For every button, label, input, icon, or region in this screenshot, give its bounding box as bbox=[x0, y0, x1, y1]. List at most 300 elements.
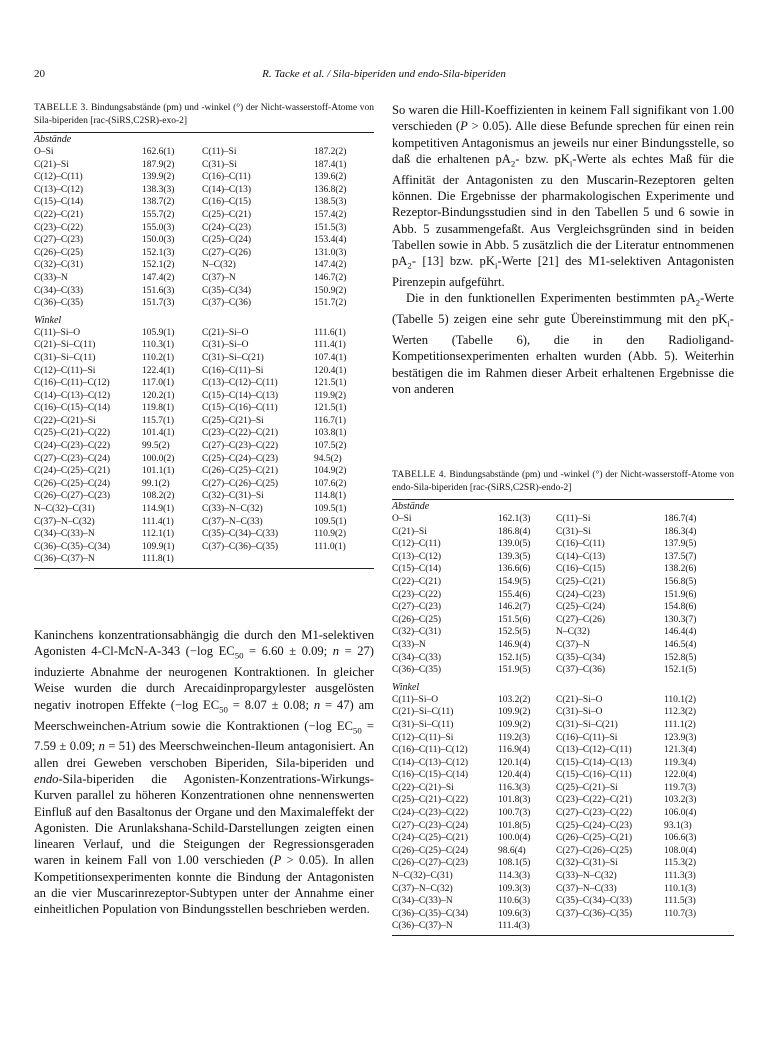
bond-label: C(21)–Si–O bbox=[202, 327, 249, 338]
bond-label: C(32)–C(31) bbox=[34, 260, 84, 271]
bond-label: C(37)–N bbox=[202, 272, 236, 283]
bond-label: C(21)–Si–C(11) bbox=[392, 707, 454, 718]
bond-value: 131.0(3) bbox=[314, 247, 347, 258]
bond-label: C(15)–C(14) bbox=[34, 197, 84, 208]
bond-label: C(12)–C(11) bbox=[392, 539, 441, 550]
bond-value bbox=[314, 553, 374, 566]
bond-label: C(33)–N bbox=[34, 272, 68, 283]
bond-value: 93.1(3) bbox=[664, 820, 692, 831]
bond-label: C(26)–C(25)–C(24) bbox=[34, 478, 110, 489]
bond-value: 109.5(1) bbox=[314, 516, 347, 527]
bond-label: C(25)–C(21) bbox=[202, 209, 252, 220]
table-3-angles bbox=[34, 327, 374, 566]
bond-label: C(24)–C(25)–C(21) bbox=[34, 466, 110, 477]
bond-value: 107.4(1) bbox=[314, 352, 347, 363]
table-row bbox=[392, 757, 734, 770]
table-row bbox=[34, 339, 374, 352]
table-row bbox=[34, 402, 374, 415]
bond-label: C(16)–C(15)–C(14) bbox=[34, 403, 110, 414]
bond-label: C(33)–N–C(32) bbox=[202, 504, 263, 515]
bond-value: 151.7(2) bbox=[314, 298, 347, 309]
bond-value: 99.1(2) bbox=[142, 478, 170, 489]
bond-value: 115.3(2) bbox=[664, 858, 697, 869]
bond-value: 106.0(4) bbox=[664, 808, 697, 819]
bond-value: 162.1(3) bbox=[498, 514, 531, 524]
bond-value: 111.6(1) bbox=[314, 327, 346, 338]
bond-label: C(14)–C(13)–C(12) bbox=[34, 390, 110, 401]
table-row bbox=[392, 920, 734, 933]
bond-label: C(25)–C(21) bbox=[556, 576, 606, 587]
bond-label: C(27)–C(26)–C(25) bbox=[556, 845, 632, 856]
bond-label: C(16)–C(11) bbox=[556, 539, 605, 550]
bond-value: 138.5(3) bbox=[314, 197, 347, 208]
bond-value: 186.8(4) bbox=[498, 526, 531, 537]
bond-value: 120.4(4) bbox=[498, 770, 531, 781]
table-row bbox=[392, 652, 734, 665]
bond-value: 153.4(4) bbox=[314, 235, 347, 246]
bond-value: 187.2(2) bbox=[314, 147, 347, 157]
bond-value: 150.0(3) bbox=[142, 235, 175, 246]
bond-value: 116.3(3) bbox=[498, 782, 531, 793]
bond-label: C(22)–C(21)–Si bbox=[392, 782, 454, 793]
bond-label: C(31)–Si–O bbox=[556, 707, 603, 718]
bond-label: C(25)–C(24)–C(23) bbox=[556, 820, 632, 831]
table-row bbox=[392, 832, 734, 845]
bond-value: 99.5(2) bbox=[142, 441, 170, 452]
bond-label: C(36)–C(35)–C(34) bbox=[34, 541, 110, 552]
table-row bbox=[392, 857, 734, 870]
table-4-angles bbox=[392, 694, 734, 933]
bond-label: C(27)–C(26)–C(25) bbox=[202, 478, 278, 489]
bond-value: 108.2(2) bbox=[142, 491, 175, 502]
bond-label: C(26)–C(25) bbox=[34, 247, 84, 258]
bond-label: C(26)–C(25)–C(21) bbox=[202, 466, 278, 477]
table-row bbox=[392, 664, 734, 677]
table-row bbox=[392, 895, 734, 908]
table-row bbox=[34, 146, 374, 159]
bond-value: 152.1(5) bbox=[664, 665, 697, 676]
bond-label: C(16)–C(11) bbox=[202, 172, 251, 183]
bond-value: 100.0(2) bbox=[142, 453, 175, 464]
bond-label: C(32)–C(31)–Si bbox=[556, 858, 618, 869]
table-row bbox=[34, 453, 374, 466]
bond-label: C(23)–C(22) bbox=[34, 222, 84, 233]
bond-label: C(27)–C(23)–C(24) bbox=[392, 820, 468, 831]
bond-value: 107.5(2) bbox=[314, 441, 347, 452]
bond-value: 103.2(3) bbox=[664, 795, 697, 806]
bond-label: C(22)–C(21)–Si bbox=[34, 415, 96, 426]
bond-value: 152.1(5) bbox=[498, 652, 531, 663]
bond-value: 187.4(1) bbox=[314, 159, 347, 170]
bond-label: C(11)–Si–O bbox=[392, 694, 439, 705]
bond-label: C(25)–C(21)–C(22) bbox=[392, 795, 468, 806]
table-4-distances bbox=[392, 513, 734, 677]
table-row bbox=[34, 159, 374, 172]
table-row bbox=[34, 390, 374, 403]
bond-label: C(37)–N bbox=[556, 639, 590, 650]
bond-label: C(33)–N bbox=[392, 639, 426, 650]
bond-label bbox=[202, 553, 314, 566]
table-row bbox=[34, 528, 374, 541]
bond-label: C(24)–C(25)–C(21) bbox=[392, 833, 468, 844]
table-row bbox=[34, 503, 374, 516]
bond-value: 119.2(3) bbox=[498, 732, 531, 743]
table-row bbox=[34, 297, 374, 310]
bond-label: C(11)–Si–O bbox=[34, 327, 81, 338]
bond-label: C(25)–C(24)–C(23) bbox=[202, 453, 278, 464]
bond-label: C(37)–N–C(33) bbox=[202, 516, 263, 527]
bond-label: C(35)–C(34)–C(33) bbox=[556, 896, 632, 907]
table-row bbox=[392, 719, 734, 732]
bond-label: C(15)–C(14)–C(13) bbox=[556, 757, 632, 768]
bond-value: 152.1(3) bbox=[142, 247, 175, 258]
bond-value bbox=[664, 920, 724, 933]
bond-value: 121.5(1) bbox=[314, 403, 347, 414]
table-row bbox=[34, 259, 374, 272]
bond-value: 186.7(4) bbox=[664, 514, 697, 524]
bond-label: C(23)–C(22) bbox=[392, 589, 442, 600]
bond-value: 107.6(2) bbox=[314, 478, 347, 489]
bond-label: C(24)–C(23) bbox=[202, 222, 252, 233]
bond-label: C(21)–Si bbox=[392, 526, 427, 537]
bond-label: C(26)–C(25)–C(24) bbox=[392, 845, 468, 856]
bond-value: 152.5(5) bbox=[498, 627, 531, 638]
bond-label: C(13)–C(12) bbox=[34, 184, 84, 195]
bond-label: C(32)–C(31)–Si bbox=[202, 491, 264, 502]
bond-value: 138.3(3) bbox=[142, 184, 175, 195]
bond-label: C(16)–C(11)–Si bbox=[556, 732, 618, 743]
bond-value: 108.1(5) bbox=[498, 858, 531, 869]
table-row bbox=[392, 601, 734, 614]
table-3-bottom-rule bbox=[34, 568, 374, 569]
bond-label: C(13)–C(12)–C(11) bbox=[556, 745, 632, 756]
bond-value: 103.2(2) bbox=[498, 694, 531, 705]
bond-label: C(24)–C(23)–C(22) bbox=[34, 441, 110, 452]
table-3-label: TABELLE 3. bbox=[34, 103, 89, 113]
table-row bbox=[34, 440, 374, 453]
bond-label: C(22)–C(21) bbox=[392, 576, 442, 587]
table-row bbox=[392, 614, 734, 627]
bond-label: C(23)–C(22)–C(21) bbox=[556, 795, 632, 806]
bond-value: 111.0(1) bbox=[314, 541, 346, 552]
table-row bbox=[392, 883, 734, 896]
bond-label: C(27)–C(23)–C(22) bbox=[202, 441, 278, 452]
table-3-section-angles: Winkel bbox=[34, 314, 62, 326]
table-3-caption bbox=[34, 102, 374, 128]
table-row bbox=[392, 526, 734, 539]
bond-label: C(16)–C(11)–C(12) bbox=[34, 378, 110, 389]
table-row bbox=[34, 285, 374, 298]
bond-value: 146.9(4) bbox=[498, 639, 531, 650]
bond-label: C(11)–Si bbox=[556, 514, 591, 524]
bond-value: 139.0(5) bbox=[498, 539, 531, 550]
bond-value: 110.1(3) bbox=[664, 883, 697, 894]
bond-label: C(37)–C(36) bbox=[202, 298, 252, 309]
bond-label: C(25)–C(24) bbox=[202, 235, 252, 246]
bond-label: C(26)–C(25) bbox=[392, 614, 442, 625]
bond-label bbox=[556, 920, 664, 933]
bond-value: 110.9(2) bbox=[314, 529, 347, 540]
bond-label: C(27)–C(26) bbox=[556, 614, 606, 625]
table-row bbox=[34, 234, 374, 247]
bond-label: C(26)–C(25)–C(21) bbox=[556, 833, 632, 844]
bond-label: C(37)–C(36)–C(35) bbox=[202, 541, 278, 552]
bond-value: 114.3(3) bbox=[498, 871, 531, 882]
bond-value: 162.6(1) bbox=[142, 147, 175, 157]
bond-value: 151.7(3) bbox=[142, 298, 175, 309]
table-4 bbox=[392, 469, 734, 936]
bond-value: 111.1(2) bbox=[664, 719, 696, 730]
bond-label: C(33)–N–C(32) bbox=[556, 871, 617, 882]
bond-label: C(24)–C(23)–C(22) bbox=[392, 808, 468, 819]
table-row bbox=[34, 553, 374, 566]
bond-value: 109.6(3) bbox=[498, 908, 531, 919]
bond-label: C(12)–C(11)–Si bbox=[34, 365, 96, 376]
bond-value: 111.3(3) bbox=[664, 871, 696, 882]
bond-label: C(27)–C(23)–C(22) bbox=[556, 808, 632, 819]
bond-value: 120.4(1) bbox=[314, 365, 347, 376]
bond-value: 94.5(2) bbox=[314, 453, 342, 464]
bond-label: C(34)–C(33)–N bbox=[34, 529, 95, 540]
running-head bbox=[34, 68, 734, 84]
bond-label: C(15)–C(14) bbox=[392, 564, 442, 575]
table-row bbox=[392, 639, 734, 652]
bond-value: 138.7(2) bbox=[142, 197, 175, 208]
table-row bbox=[392, 732, 734, 745]
bond-value: 112.3(2) bbox=[664, 707, 697, 718]
bond-value: 110.7(3) bbox=[664, 908, 697, 919]
bond-label: C(14)–C(13) bbox=[556, 551, 606, 562]
bond-label: C(26)–C(27)–C(23) bbox=[34, 491, 110, 502]
bond-label: C(35)–C(34) bbox=[556, 652, 606, 663]
bond-value: 114.8(1) bbox=[314, 491, 347, 502]
right-paragraph-1: So waren die Hill-Koeffizienten in keinem Fall signifikant von 1.00 verschieden (P > 0.05). Alle diese Befunde sprechen für einen rein kompetitiven Antagonismus an jeweils nur einer Bindungsstelle, so daß die erhaltenen $pA_2-$ bzw. $pK_i$-Werte als echtes Maß für die Affinität der Antagonisten zu den Muscarin-Rezeptoren gelten können. Die Ergebnisse der pharmakologischen Experimente und Rezeptor-Bindungsstudien sind in den Tabellen 5 und 6 sowie in Abb. 5 zusammengefaßt. Aus Vergleichsgründen sind in beiden Tabellen sowie in Abb. 5 zusätzlich die der Literatur entnommenen $pA_2-$ [13] bzw. $pK_i$-Werte [21] des M1-selektiven Antagonisten Pirenzepin aufgeführt. bbox=[392, 103, 735, 289]
table-3-caption-text: Bindungsabstände (pm) und -winkel (°) der Nicht-wasserstoff-Atome von Sila-biperiden [rac-(SiRS,C2SR)-exo-2] bbox=[34, 103, 375, 126]
bond-value: 106.6(3) bbox=[664, 833, 697, 844]
table-4-section-angles: Winkel bbox=[392, 681, 420, 693]
bond-value: 154.8(6) bbox=[664, 602, 697, 613]
bond-label: C(31)–Si–O bbox=[202, 340, 249, 351]
bond-label: C(35)–C(34)–C(33) bbox=[202, 529, 278, 540]
bond-label: C(27)–C(23) bbox=[34, 235, 84, 246]
bond-value: 186.3(4) bbox=[664, 526, 697, 537]
bond-value: 151.5(3) bbox=[314, 222, 347, 233]
bond-label: C(37)–C(36) bbox=[556, 665, 606, 676]
bond-label: N–C(32)–C(31) bbox=[34, 504, 95, 515]
bond-value: 110.6(3) bbox=[498, 896, 531, 907]
table-row bbox=[392, 769, 734, 782]
table-row bbox=[34, 247, 374, 260]
bond-label: C(34)–C(33) bbox=[392, 652, 442, 663]
bond-label: C(12)–C(11)–Si bbox=[392, 732, 454, 743]
bond-value: 151.5(6) bbox=[498, 614, 531, 625]
bond-label: C(32)–C(31) bbox=[392, 627, 442, 638]
bond-value: 109.5(1) bbox=[314, 504, 347, 515]
bond-value: 120.2(1) bbox=[142, 390, 175, 401]
table-row bbox=[34, 541, 374, 554]
bond-value: 119.8(1) bbox=[142, 403, 175, 414]
table-row bbox=[392, 563, 734, 576]
bond-label: C(22)–C(21) bbox=[34, 209, 84, 220]
bond-label: C(35)–C(34) bbox=[202, 285, 252, 296]
bond-label: C(25)–C(21)–Si bbox=[202, 415, 264, 426]
table-row bbox=[392, 694, 734, 707]
table-row bbox=[34, 465, 374, 478]
table-row bbox=[34, 222, 374, 235]
bond-label: C(25)–C(21)–C(22) bbox=[34, 428, 110, 439]
bond-label: C(16)–C(15)–C(14) bbox=[392, 770, 468, 781]
bond-value: 139.9(2) bbox=[142, 172, 175, 183]
bond-value: 146.7(2) bbox=[314, 272, 347, 283]
table-row bbox=[392, 551, 734, 564]
table-row bbox=[34, 478, 374, 491]
bond-value: 123.9(3) bbox=[664, 732, 697, 743]
bond-label: C(34)–C(33) bbox=[34, 285, 84, 296]
table-row bbox=[34, 209, 374, 222]
table-4-caption-text: Bindungsabstände (pm) und -winkel (°) der Nicht-wasserstoff-Atome von endo-Sila-biperiden [rac-(SiRS,C2SR)-endo-2] bbox=[392, 470, 734, 493]
bond-label: C(37)–N–C(32) bbox=[392, 883, 453, 894]
table-row bbox=[392, 908, 734, 921]
table-4-caption bbox=[392, 469, 734, 495]
bond-value: 114.9(1) bbox=[142, 504, 175, 515]
bond-value: 147.4(2) bbox=[142, 272, 175, 283]
bond-value: 150.9(2) bbox=[314, 285, 347, 296]
bond-label: C(21)–Si bbox=[34, 159, 69, 170]
bond-label: C(25)–C(24) bbox=[556, 602, 606, 613]
bond-label: C(36)–C(35) bbox=[392, 665, 442, 676]
bond-label: C(37)–C(36)–C(35) bbox=[556, 908, 632, 919]
bond-value: 105.9(1) bbox=[142, 327, 175, 338]
bond-value: 122.0(4) bbox=[664, 770, 697, 781]
bond-value: 152.1(2) bbox=[142, 260, 175, 271]
bond-label: O–Si bbox=[392, 514, 412, 524]
table-row bbox=[34, 272, 374, 285]
table-3-top-rule bbox=[34, 132, 374, 133]
bond-label: C(31)–Si bbox=[556, 526, 591, 537]
bond-label: C(16)–C(11)–Si bbox=[202, 365, 264, 376]
table-row bbox=[34, 490, 374, 503]
bond-label: C(36)–C(35)–C(34) bbox=[392, 908, 468, 919]
bond-label: C(13)–C(12) bbox=[392, 551, 442, 562]
table-row bbox=[34, 196, 374, 209]
bond-value: 155.7(2) bbox=[142, 209, 175, 220]
bond-label: N–C(32)–C(31) bbox=[392, 871, 453, 882]
bond-value: 119.9(2) bbox=[314, 390, 347, 401]
table-row bbox=[392, 576, 734, 589]
bond-value: 111.4(1) bbox=[314, 340, 346, 351]
table-row bbox=[34, 327, 374, 340]
bond-value: 156.8(5) bbox=[664, 576, 697, 587]
bond-value: 139.3(5) bbox=[498, 551, 531, 562]
bond-label: C(12)–C(11) bbox=[34, 172, 83, 183]
table-row bbox=[392, 820, 734, 833]
bond-value: 112.1(1) bbox=[142, 529, 175, 540]
right-paragraph-2: Die in den funktionellen Experimenten bestimmten $pA_2$-Werte (Tabelle 5) zeigen eine sehr gute Übereinstimmung mit den $pK_i$-Werten (Tabelle 6), die in den Radioligand-Kompetitionsexperimenten erhalten wurden (Abb. 5). Weiterhin bestätigen die im Rahmen dieser Arbeit erhaltenen Ergebnisse die von anderen bbox=[392, 291, 734, 396]
bond-label: C(13)–C(12)–C(11) bbox=[202, 378, 278, 389]
bond-value: 187.9(2) bbox=[142, 159, 175, 170]
table-row bbox=[392, 538, 734, 551]
table-row bbox=[392, 807, 734, 820]
bond-label: C(31)–Si–C(11) bbox=[392, 719, 454, 730]
bond-value: 111.5(3) bbox=[664, 896, 696, 907]
bond-label: C(24)–C(23) bbox=[556, 589, 606, 600]
bond-value: 138.2(6) bbox=[664, 564, 697, 575]
bond-label: C(31)–Si bbox=[202, 159, 237, 170]
bond-value: 117.0(1) bbox=[142, 378, 175, 389]
bond-value: 121.5(1) bbox=[314, 378, 347, 389]
bond-label: N–C(32) bbox=[202, 260, 236, 271]
bond-label: C(27)–C(23) bbox=[392, 602, 442, 613]
bond-value: 116.7(1) bbox=[314, 415, 347, 426]
bond-value: 136.8(2) bbox=[314, 184, 347, 195]
bond-label: C(34)–C(33)–N bbox=[392, 896, 453, 907]
bond-value: 139.6(2) bbox=[314, 172, 347, 183]
bond-label: C(16)–C(15) bbox=[556, 564, 606, 575]
table-3 bbox=[34, 102, 374, 569]
bond-value: 98.6(4) bbox=[498, 845, 526, 856]
bond-label: C(15)–C(14)–C(13) bbox=[202, 390, 278, 401]
right-column-text bbox=[392, 102, 734, 397]
bond-label: C(25)–C(21)–Si bbox=[556, 782, 618, 793]
bond-value: 109.3(3) bbox=[498, 883, 531, 894]
bond-value: 151.9(6) bbox=[664, 589, 697, 600]
bond-value: 111.4(3) bbox=[498, 921, 530, 932]
bond-value: 121.3(4) bbox=[664, 745, 697, 756]
bond-value: 111.8(1) bbox=[142, 554, 174, 565]
bond-label: C(27)–C(23)–C(24) bbox=[34, 453, 110, 464]
bond-value: 100.7(3) bbox=[498, 808, 531, 819]
bond-value: 119.3(4) bbox=[664, 757, 697, 768]
table-4-section-distances: Abstände bbox=[392, 501, 430, 512]
bond-value: 110.2(1) bbox=[142, 352, 175, 363]
table-row bbox=[34, 365, 374, 378]
bond-value: 111.4(1) bbox=[142, 516, 174, 527]
bond-value: 154.9(5) bbox=[498, 576, 531, 587]
bond-value: 100.0(4) bbox=[498, 833, 531, 844]
bond-label: C(14)–C(13) bbox=[202, 184, 252, 195]
bond-value: 110.3(1) bbox=[142, 340, 175, 351]
left-column-paragraph: Kaninchens konzentrationsabhängig die durch den M1-selektiven Agonisten 4-Cl-McN-A-343 (−log $EC_{50} = 6.60 \pm 0.09$; n = 27) induzierte Abnahme der neurogenen Kontraktionen. In gleicher Weise wurden die durch Arecaidinpropargylester ausgelösten negativ inotropen Effekte (−log $EC_{50} = 8.07 \pm 0.08$; n = 47) am Meerschweinchen-Atrium sowie die Kontraktionen (−log $EC_{50} = 7.59 \pm 0.09$; n = 51) des Meerschweinchen-Ileum antagonisiert. An allen drei Geweben verschoben Biperiden, Sila-biperiden und endo-Sila-biperiden die Agonisten-Konzentrations-Wirkungs-Kurven parallel zu höheren Konzentrationen ohne nennenswerten Einfluß auf den Basaltonus der Organe und den Maximaleffekt der Agonisten. Die Arunlakshana-Schild-Darstellungen zeigten einen linearen Verlauf, und die Steigungen der Regressionsgeraden waren in keinem Fall von 1.00 verschieden (P > 0.05). In allen Kompetitionsexperimenten konnte die Bindung der Antagonisten an die vier Muscarinrezeptor-Subtypen unter der Annahme einer einheitlichen Population von Bindungsstellen beschrieben werden. bbox=[34, 628, 374, 917]
bond-label: C(16)–C(15) bbox=[202, 197, 252, 208]
bond-value: 152.8(5) bbox=[664, 652, 697, 663]
bond-label: C(21)–Si–O bbox=[556, 694, 603, 705]
bond-value: 122.4(1) bbox=[142, 365, 175, 376]
bond-value: 101.4(1) bbox=[142, 428, 175, 439]
bond-label: C(36)–C(37)–N bbox=[34, 554, 95, 565]
bond-label: C(21)–Si–C(11) bbox=[34, 340, 96, 351]
bond-label: C(26)–C(27)–C(23) bbox=[392, 858, 468, 869]
bond-value: 151.6(3) bbox=[142, 285, 175, 296]
bond-value: 115.7(1) bbox=[142, 415, 175, 426]
bond-label: C(31)–Si–C(11) bbox=[34, 352, 96, 363]
table-row bbox=[392, 744, 734, 757]
bond-value: 119.7(3) bbox=[664, 782, 697, 793]
bond-label: C(11)–Si bbox=[202, 147, 237, 157]
bond-value: 146.5(4) bbox=[664, 639, 697, 650]
running-title: R. Tacke et al. / Sila-biperiden und endo-Sila-biperiden bbox=[262, 68, 506, 80]
table-row bbox=[392, 782, 734, 795]
table-row bbox=[392, 589, 734, 602]
bond-label: C(15)–C(16)–C(11) bbox=[202, 403, 278, 414]
table-4-top-rule bbox=[392, 499, 734, 500]
bond-label: C(14)–C(13)–C(12) bbox=[392, 757, 468, 768]
table-4-label: TABELLE 4. bbox=[392, 470, 447, 480]
bond-value: 104.9(2) bbox=[314, 466, 347, 477]
bond-value: 109.9(2) bbox=[498, 719, 531, 730]
table-row bbox=[34, 352, 374, 365]
bond-label: C(27)–C(26) bbox=[202, 247, 252, 258]
bond-label: C(36)–C(37)–N bbox=[392, 921, 453, 932]
